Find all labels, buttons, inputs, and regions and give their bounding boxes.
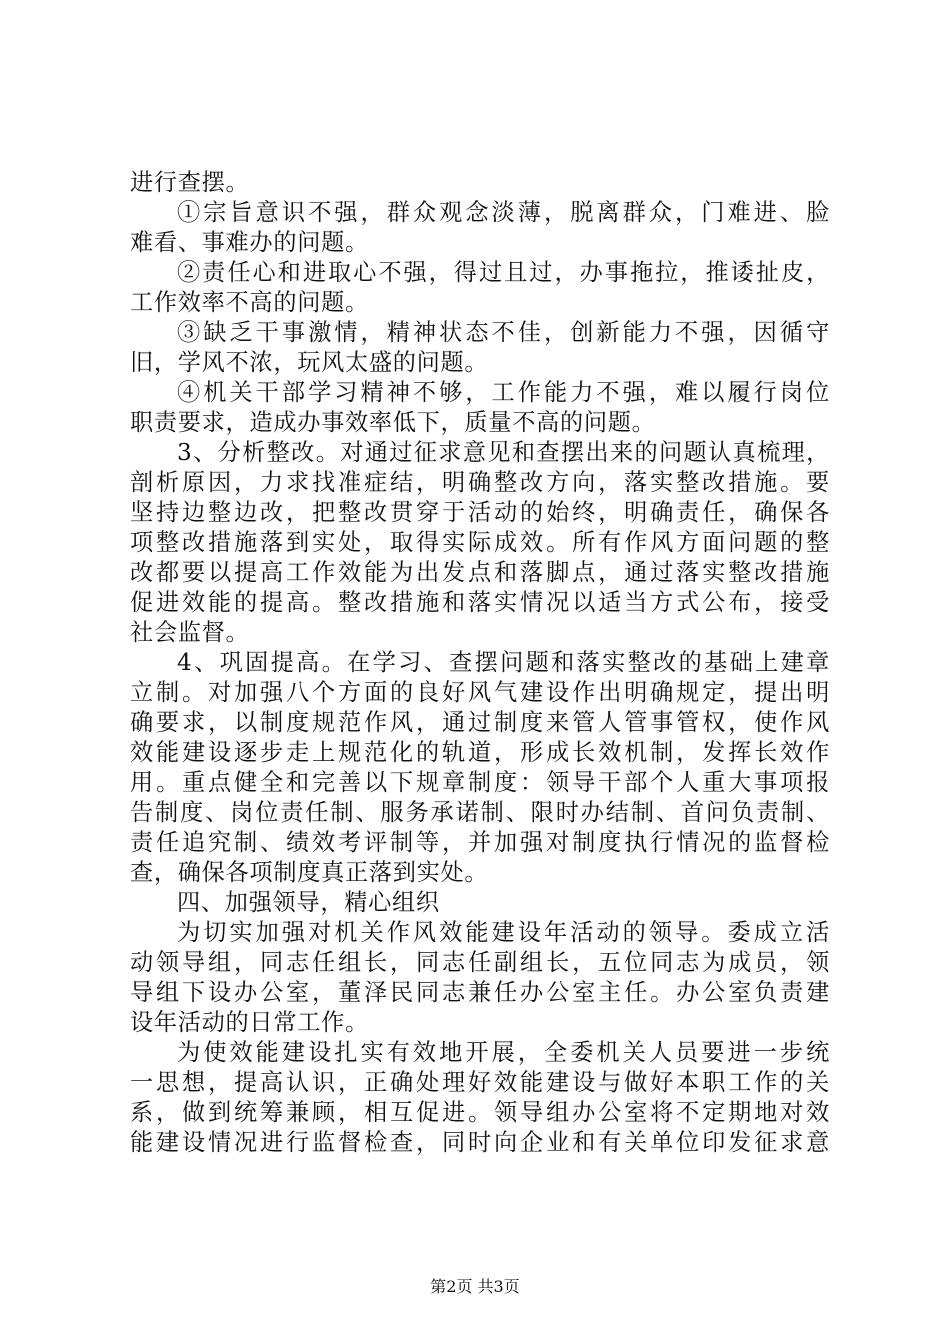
- text-line: 职责要求，造成办事效率低下，质量不高的问题。: [130, 409, 656, 436]
- text-line: 剖析原因，力求找准症结，明确整改方向，落实整改措施。要: [130, 469, 830, 496]
- text-line: 为切实加强对机关作风效能建设年活动的领导。委成立活: [177, 919, 830, 946]
- text-line: 导组下设办公室，董泽民同志兼任办公室主任。办公室负责建: [130, 979, 830, 1006]
- text-line: 动领导组，同志任组长，同志任副组长，五位同志为成员，领: [130, 949, 830, 976]
- text-line: 促进效能的提高。整改措施和落实情况以适当方式公布，接受: [130, 589, 830, 616]
- page-footer: 第2页 共3页: [430, 1277, 520, 1296]
- text-line: 社会监督。: [130, 619, 250, 646]
- text-line: 设年活动的日常工作。: [130, 1009, 369, 1036]
- text-line: 效能建设逐步走上规范化的轨道，形成长效机制，发挥长效作: [130, 739, 830, 766]
- text-line: 四、加强领导，精心组织: [177, 889, 440, 916]
- text-line: 立制。对加强八个方面的良好风气建设作出明确规定，提出明: [130, 679, 830, 706]
- text-line: ②责任心和进取心不强，得过且过，办事拖拉，推诿扯皮，: [177, 259, 830, 286]
- text-line: ③缺乏干事激情，精神状态不佳，创新能力不强，因循守: [177, 319, 830, 346]
- text-line: 为使效能建设扎实有效地开展，全委机关人员要进一步统: [177, 1039, 830, 1066]
- text-line: 改都要以提高工作效能为出发点和落脚点，通过落实整改措施: [130, 559, 830, 586]
- text-line: ①宗旨意识不强，群众观念淡薄，脱离群众，门难进、脸: [177, 199, 830, 226]
- text-line: 系，做到统筹兼顾，相互促进。领导组办公室将不定期地对效: [130, 1099, 830, 1126]
- text-line: 告制度、岗位责任制、服务承诺制、限时办结制、首问负责制、: [130, 799, 830, 826]
- text-line: 进行查摆。: [130, 169, 250, 196]
- text-line: 查，确保各项制度真正落到实处。: [130, 859, 489, 886]
- text-line: ④机关干部学习精神不够，工作能力不强，难以履行岗位: [177, 379, 830, 406]
- text-line: 一思想，提高认识，正确处理好效能建设与做好本职工作的关: [130, 1069, 830, 1096]
- text-line: 坚持边整边改，把整改贯穿于活动的始终，明确责任，确保各: [130, 499, 830, 526]
- document-body: [130, 168, 830, 1158]
- text-line: 能建设情况进行监督检查，同时向企业和有关单位印发征求意: [130, 1129, 830, 1156]
- text-line: 确要求，以制度规范作风，通过制度来管人管事管权，使作风: [130, 709, 830, 736]
- text-line: 4、巩固提高。在学习、查摆问题和落实整改的基础上建章: [177, 649, 830, 676]
- text-line: 旧，学风不浓，玩风太盛的问题。: [130, 349, 489, 376]
- text-line: 难看、事难办的问题。: [130, 229, 369, 256]
- text-line: 工作效率不高的问题。: [130, 289, 369, 316]
- text-line: 项整改措施落到实处，取得实际成效。所有作风方面问题的整: [130, 529, 830, 556]
- text-line: 责任追究制、绩效考评制等，并加强对制度执行情况的监督检: [130, 829, 830, 856]
- text-line: 用。重点健全和完善以下规章制度：领导干部个人重大事项报: [130, 769, 830, 796]
- text-line: 3、分析整改。对通过征求意见和查摆出来的问题认真梳理，: [177, 439, 830, 466]
